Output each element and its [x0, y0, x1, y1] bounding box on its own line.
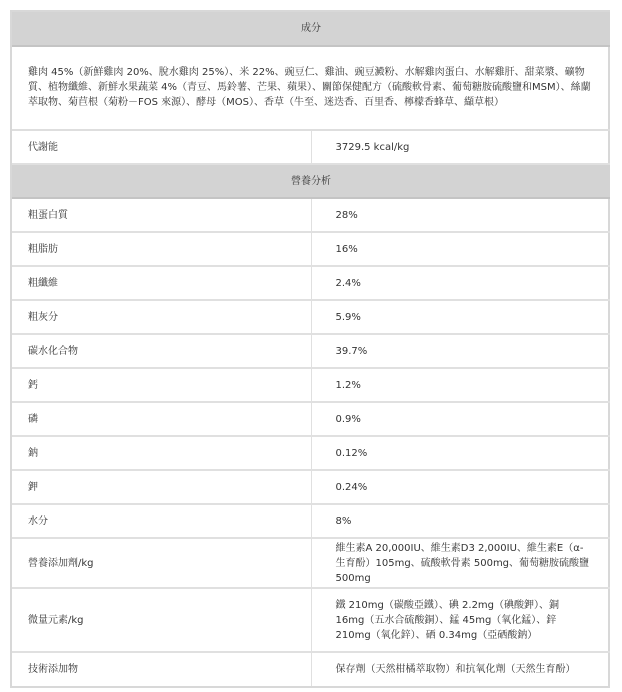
row-value: 維生素A 20,000IU、維生素D3 2,000IU、維生素E（α-生育酚）105mg、硫酸軟骨素 500mg、葡萄糖胺硫酸鹽 500mg: [311, 538, 610, 588]
row-value: 16%: [311, 232, 610, 266]
energy-label: 代謝能: [12, 130, 311, 164]
row-label: 鈣: [12, 368, 311, 402]
row-value: 5.9%: [311, 300, 610, 334]
nutrition-table: [12, 12, 610, 686]
row-label: 磷: [12, 402, 311, 436]
row-label: 粗脂肪: [12, 232, 311, 266]
table-row: [12, 504, 610, 538]
table-row: [12, 436, 610, 470]
table-row: [12, 266, 610, 300]
analysis-header-row: [12, 164, 610, 198]
row-value: 39.7%: [311, 334, 610, 368]
row-value: 28%: [311, 198, 610, 232]
row-label: 營養添加劑/kg: [12, 538, 311, 588]
row-label: 粗灰分: [12, 300, 311, 334]
row-value: 0.12%: [311, 436, 610, 470]
row-label: 微量元素/kg: [12, 588, 311, 652]
row-label: 技術添加物: [12, 652, 311, 686]
row-label: 水分: [12, 504, 311, 538]
row-label: 碳水化合物: [12, 334, 311, 368]
energy-row: [12, 130, 610, 164]
row-label: 粗蛋白質: [12, 198, 311, 232]
row-value: 2.4%: [311, 266, 610, 300]
table-row: [12, 368, 610, 402]
table-row: [12, 198, 610, 232]
table-row: [12, 334, 610, 368]
row-value: 鐵 210mg（碳酸亞鐵）、碘 2.2mg（碘酸鉀）、銅 16mg（五水合硫酸銅）、錳 45mg（氧化錳）、鋅 210mg（氧化鋅）、硒 0.34mg（亞硒酸鈉）: [311, 588, 610, 652]
row-value: 8%: [311, 504, 610, 538]
row-value: 0.9%: [311, 402, 610, 436]
energy-value: 3729.5 kcal/kg: [311, 130, 610, 164]
row-value: 1.2%: [311, 368, 610, 402]
row-value: 保存劑（天然柑橘萃取物）和抗氧化劑（天然生育酚）: [335, 664, 576, 675]
row-value: 0.24%: [311, 470, 610, 504]
table-row: [12, 232, 610, 266]
table-row: [12, 300, 610, 334]
composition-header: 成分: [12, 12, 610, 46]
ingredients-text: 雞肉 45%（新鮮雞肉 20%、脫水雞肉 25%）、米 22%、豌豆仁、雞油、豌豆澱粉、水解雞肉蛋白、水解雞肝、甜菜漿、礦物質、植物纖維、新鮮水果蔬菜 4%（青豆、馬鈴薯、芒果、蘋果）、關節保健配方（硫酸軟骨素、葡萄糖胺硫酸鹽和MSM）、絲蘭萃取物、菊苣根（菊粉－FOS 來源）、酵母（MOS）、香草（牛至、迷迭香、百里香、檸檬香蜂草、纈草根）: [12, 46, 610, 130]
table-row: [12, 538, 610, 588]
row-label: 鈉: [12, 436, 311, 470]
table-row: [12, 588, 610, 652]
ingredients-row: [12, 46, 610, 130]
composition-header-row: [12, 12, 610, 46]
table-row: [12, 652, 610, 686]
row-label: 鉀: [12, 470, 311, 504]
analysis-header: 營養分析: [12, 164, 610, 198]
nutrition-table-frame: [10, 10, 610, 688]
row-label: 粗纖維: [12, 266, 311, 300]
table-row: [12, 402, 610, 436]
table-row: [12, 470, 610, 504]
